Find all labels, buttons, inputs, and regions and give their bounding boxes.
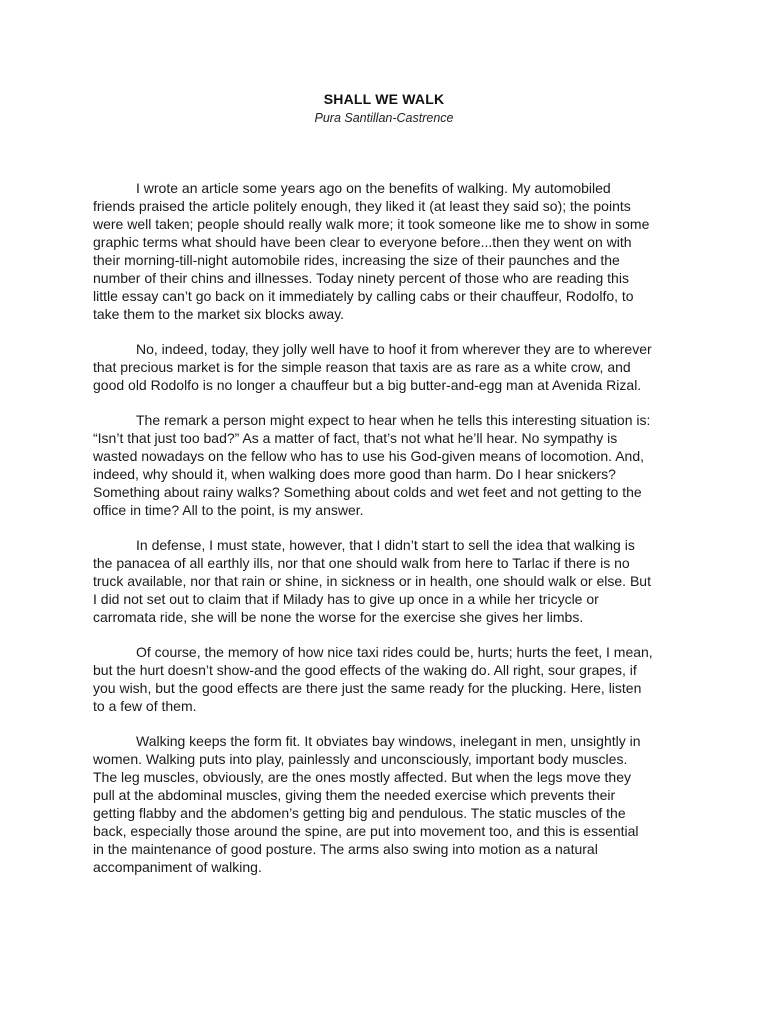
paragraph: In defense, I must state, however, that I didn’t start to sell the idea that walking is the panacea of all earthly ills, nor that one should walk from here to Tarlac if there is no truck available, nor that rain or shine, in sickness or in health, one should walk or else. But I did not set out to claim that if Milady has to give up once in a while her tricycle or carromata ride, she will be none the worse for the exercise she gives her limbs. xyxy=(93,537,651,625)
document-title: SHALL WE WALK xyxy=(323,91,445,107)
paragraph: Walking keeps the form fit. It obviates bay windows, inelegant in men, unsightly in women. Walking puts into play, painlessly and unconsciously, important body muscles. The leg muscles, obviously, are the ones mostly affected. But when the legs move they pull at the abdominal muscles, giving them the needed exercise which prevents their getting flabby and the abdomen’s getting big and pendulous. The static muscles of the back, especially those around the spine, are put into movement too, and this is essential in the maintenance of good posture. The arms also swing into motion as a natural accompaniment of walking. xyxy=(93,733,641,875)
paragraph: Of course, the memory of how nice taxi rides could be, hurts; hurts the feet, I mean, but the hurt doesn’t show-and the good effects of the waking do. All right, sour grapes, if you wish, but the good effects are there just the same ready for the plucking. Here, listen to a few of them. xyxy=(93,644,653,714)
paragraph: No, indeed, today, they jolly well have to hoof it from wherever they are to wherever that precious market is for the simple reason that taxis are as rare as a white crow, and good old Rodolfo is no longer a chauffeur but a big butter-and-egg man at Avenida Rizal. xyxy=(93,341,652,393)
paragraph: The remark a person might expect to hear when he tells this interesting situation is: “Isn’t that just too bad?” As a matter of fact, that’s not what he’ll hear. No sympathy is wasted nowadays on the fellow who has to use his God-given means of locomotion. And, indeed, why should it, when walking does more good than harm. Do I hear snickers? Something about rainy walks? Something about colds and wet feet and not getting to the office in time? All to the point, is my answer. xyxy=(93,412,651,518)
document-author: Pura Santillan-Castrence xyxy=(314,111,454,125)
paragraph: I wrote an article some years ago on the benefits of walking. My automobiled friends praised the article politely enough, they liked it (at least they said so); the points were well taken; people should really walk more; it took someone like me to show in some graphic terms what should have been clear to everyone before...then they went on with their morning-till-night automobile rides, increasing the size of their paunches and the number of their chins and illnesses. Today ninety percent of those who are reading this little essay can’t go back on it immediately by calling cabs or their chauffeur, Rodolfo, to take them to the market six blocks away. xyxy=(93,180,650,322)
document-body xyxy=(93,179,653,893)
